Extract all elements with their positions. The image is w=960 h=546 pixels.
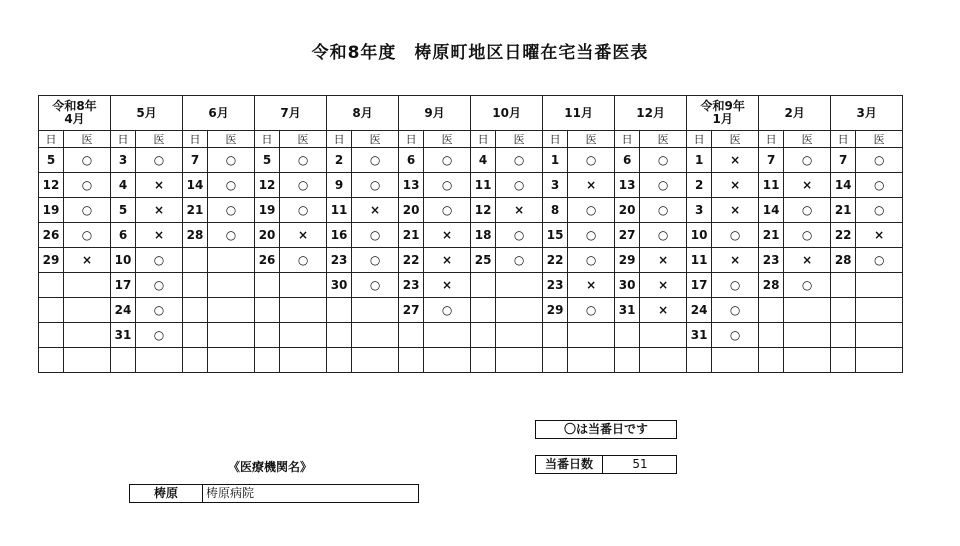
institution-name: 梼原病院 bbox=[206, 486, 255, 500]
institution-box bbox=[129, 484, 419, 503]
duty-mark-cell: ○ bbox=[280, 148, 327, 173]
duty-mark-cell bbox=[568, 323, 615, 348]
day-cell: 28 bbox=[759, 273, 784, 298]
duty-mark-cell bbox=[352, 348, 399, 373]
day-cell: 19 bbox=[39, 198, 64, 223]
duty-schedule-table bbox=[38, 95, 903, 373]
day-cell: 4 bbox=[471, 148, 496, 173]
day-cell bbox=[687, 348, 712, 373]
duty-mark-cell bbox=[784, 348, 831, 373]
duty-mark-cell bbox=[208, 298, 255, 323]
day-cell bbox=[543, 348, 568, 373]
day-cell bbox=[471, 348, 496, 373]
duty-mark-cell: ○ bbox=[136, 148, 183, 173]
duty-mark-cell: ○ bbox=[64, 198, 111, 223]
duty-mark-cell: × bbox=[136, 173, 183, 198]
day-cell: 1 bbox=[687, 148, 712, 173]
day-cell bbox=[327, 348, 352, 373]
day-column-header: 日 bbox=[759, 131, 784, 148]
month-header: 8月 bbox=[327, 96, 399, 131]
month-header: 9月 bbox=[399, 96, 471, 131]
day-cell: 5 bbox=[39, 148, 64, 173]
duty-mark-cell: ○ bbox=[568, 148, 615, 173]
duty-mark-cell bbox=[424, 323, 471, 348]
duty-mark-cell: ○ bbox=[568, 198, 615, 223]
day-cell: 18 bbox=[471, 223, 496, 248]
duty-mark-cell: ○ bbox=[856, 198, 903, 223]
month-header: 7月 bbox=[255, 96, 327, 131]
duty-mark-cell: ○ bbox=[352, 248, 399, 273]
day-cell: 5 bbox=[255, 148, 280, 173]
day-cell: 31 bbox=[615, 298, 640, 323]
day-cell: 11 bbox=[759, 173, 784, 198]
duty-mark-cell: ○ bbox=[712, 323, 759, 348]
duty-mark-cell: ○ bbox=[640, 173, 687, 198]
duty-mark-cell: ○ bbox=[64, 223, 111, 248]
duty-mark-cell: × bbox=[424, 223, 471, 248]
table-row bbox=[39, 248, 903, 273]
day-cell: 1 bbox=[543, 148, 568, 173]
day-cell: 7 bbox=[183, 148, 208, 173]
day-cell: 28 bbox=[831, 248, 856, 273]
month-header: 6月 bbox=[183, 96, 255, 131]
day-cell: 31 bbox=[687, 323, 712, 348]
duty-mark-cell: ○ bbox=[712, 298, 759, 323]
day-cell: 13 bbox=[399, 173, 424, 198]
duty-mark-cell bbox=[856, 348, 903, 373]
duty-mark-cell: × bbox=[136, 223, 183, 248]
doctor-column-header: 医 bbox=[856, 131, 903, 148]
day-cell: 15 bbox=[543, 223, 568, 248]
day-cell bbox=[831, 348, 856, 373]
day-cell bbox=[471, 323, 496, 348]
doctor-column-header: 医 bbox=[712, 131, 759, 148]
day-cell: 3 bbox=[111, 148, 136, 173]
institution-heading: 《医療機関名》 bbox=[228, 460, 313, 474]
duty-mark-cell: ○ bbox=[352, 173, 399, 198]
duty-mark-cell: ○ bbox=[712, 223, 759, 248]
duty-mark-cell bbox=[496, 323, 543, 348]
duty-mark-cell: ○ bbox=[208, 223, 255, 248]
day-cell: 23 bbox=[543, 273, 568, 298]
day-cell bbox=[471, 273, 496, 298]
day-cell: 12 bbox=[471, 198, 496, 223]
day-cell: 29 bbox=[39, 248, 64, 273]
duty-count-label: 当番日数 bbox=[536, 456, 603, 473]
day-cell: 22 bbox=[831, 223, 856, 248]
doctor-column-header: 医 bbox=[280, 131, 327, 148]
duty-mark-cell bbox=[208, 323, 255, 348]
day-cell bbox=[39, 273, 64, 298]
duty-mark-cell bbox=[568, 348, 615, 373]
duty-mark-cell bbox=[496, 348, 543, 373]
day-cell bbox=[183, 273, 208, 298]
duty-mark-cell bbox=[352, 323, 399, 348]
duty-mark-cell: × bbox=[856, 223, 903, 248]
day-cell: 30 bbox=[615, 273, 640, 298]
day-cell bbox=[255, 348, 280, 373]
day-cell bbox=[183, 248, 208, 273]
duty-mark-cell bbox=[856, 298, 903, 323]
day-cell bbox=[327, 323, 352, 348]
day-cell: 7 bbox=[759, 148, 784, 173]
day-cell: 29 bbox=[615, 248, 640, 273]
duty-mark-cell: ○ bbox=[496, 173, 543, 198]
day-column-header: 日 bbox=[399, 131, 424, 148]
doctor-column-header: 医 bbox=[208, 131, 255, 148]
duty-mark-cell: ○ bbox=[208, 148, 255, 173]
day-cell bbox=[759, 323, 784, 348]
month-header: 3月 bbox=[831, 96, 903, 131]
month-header: 令和8年 4月 bbox=[39, 96, 111, 131]
day-cell: 27 bbox=[615, 223, 640, 248]
duty-mark-cell: ○ bbox=[424, 298, 471, 323]
duty-mark-cell: ○ bbox=[640, 148, 687, 173]
duty-mark-cell: ○ bbox=[784, 273, 831, 298]
day-cell: 25 bbox=[471, 248, 496, 273]
day-cell bbox=[831, 323, 856, 348]
duty-mark-cell: ○ bbox=[856, 173, 903, 198]
day-column-header: 日 bbox=[111, 131, 136, 148]
duty-count-value: 51 bbox=[632, 457, 648, 471]
duty-mark-cell bbox=[64, 273, 111, 298]
day-cell: 6 bbox=[615, 148, 640, 173]
duty-mark-cell: ○ bbox=[424, 173, 471, 198]
day-cell: 6 bbox=[111, 223, 136, 248]
duty-mark-cell: ○ bbox=[496, 223, 543, 248]
duty-mark-cell: ○ bbox=[424, 148, 471, 173]
duty-mark-cell bbox=[496, 273, 543, 298]
day-cell: 10 bbox=[111, 248, 136, 273]
day-cell: 7 bbox=[831, 148, 856, 173]
duty-mark-cell: × bbox=[712, 148, 759, 173]
day-cell: 31 bbox=[111, 323, 136, 348]
day-cell: 3 bbox=[543, 173, 568, 198]
duty-mark-cell bbox=[712, 348, 759, 373]
month-header: 12月 bbox=[615, 96, 687, 131]
day-column-header: 日 bbox=[687, 131, 712, 148]
duty-mark-cell: ○ bbox=[64, 148, 111, 173]
day-cell bbox=[255, 298, 280, 323]
table-row bbox=[39, 298, 903, 323]
duty-mark-cell: × bbox=[712, 198, 759, 223]
doctor-column-header: 医 bbox=[640, 131, 687, 148]
day-cell: 26 bbox=[39, 223, 64, 248]
duty-mark-cell: ○ bbox=[496, 148, 543, 173]
day-cell: 16 bbox=[327, 223, 352, 248]
day-cell: 14 bbox=[759, 198, 784, 223]
duty-mark-cell: ○ bbox=[784, 198, 831, 223]
day-cell: 26 bbox=[255, 248, 280, 273]
doctor-column-header: 医 bbox=[496, 131, 543, 148]
day-cell: 21 bbox=[183, 198, 208, 223]
day-cell: 17 bbox=[111, 273, 136, 298]
duty-mark-cell: ○ bbox=[856, 148, 903, 173]
month-header: 11月 bbox=[543, 96, 615, 131]
day-cell bbox=[183, 348, 208, 373]
duty-mark-cell: × bbox=[640, 298, 687, 323]
duty-mark-cell: × bbox=[568, 173, 615, 198]
duty-mark-cell: × bbox=[784, 173, 831, 198]
doctor-column-header: 医 bbox=[352, 131, 399, 148]
duty-mark-cell bbox=[280, 273, 327, 298]
duty-mark-cell bbox=[64, 298, 111, 323]
duty-mark-cell: ○ bbox=[352, 273, 399, 298]
day-cell: 10 bbox=[687, 223, 712, 248]
day-cell: 14 bbox=[183, 173, 208, 198]
day-cell bbox=[183, 323, 208, 348]
day-cell bbox=[111, 348, 136, 373]
day-cell: 11 bbox=[471, 173, 496, 198]
duty-mark-cell: × bbox=[64, 248, 111, 273]
duty-mark-cell bbox=[64, 348, 111, 373]
duty-mark-cell: × bbox=[784, 248, 831, 273]
duty-mark-cell bbox=[640, 348, 687, 373]
duty-mark-cell: ○ bbox=[352, 148, 399, 173]
day-column-header: 日 bbox=[39, 131, 64, 148]
duty-mark-cell: ○ bbox=[136, 273, 183, 298]
day-cell bbox=[831, 298, 856, 323]
duty-mark-cell: ○ bbox=[784, 148, 831, 173]
day-cell bbox=[183, 298, 208, 323]
duty-mark-cell: × bbox=[496, 198, 543, 223]
day-cell: 14 bbox=[831, 173, 856, 198]
duty-mark-cell: ○ bbox=[352, 223, 399, 248]
day-cell: 19 bbox=[255, 198, 280, 223]
table-row bbox=[39, 273, 903, 298]
duty-mark-cell: ○ bbox=[856, 248, 903, 273]
doctor-column-header: 医 bbox=[136, 131, 183, 148]
table-row bbox=[39, 148, 903, 173]
duty-mark-cell: ○ bbox=[424, 198, 471, 223]
day-cell: 29 bbox=[543, 298, 568, 323]
day-cell bbox=[39, 348, 64, 373]
day-cell: 2 bbox=[687, 173, 712, 198]
doctor-column-header: 医 bbox=[424, 131, 471, 148]
day-column-header: 日 bbox=[255, 131, 280, 148]
day-cell: 11 bbox=[327, 198, 352, 223]
duty-mark-cell: ○ bbox=[568, 223, 615, 248]
day-cell bbox=[543, 323, 568, 348]
day-cell: 4 bbox=[111, 173, 136, 198]
day-cell: 27 bbox=[399, 298, 424, 323]
day-cell: 21 bbox=[759, 223, 784, 248]
day-cell: 12 bbox=[255, 173, 280, 198]
duty-mark-cell: ○ bbox=[784, 223, 831, 248]
day-cell bbox=[615, 323, 640, 348]
day-cell: 24 bbox=[111, 298, 136, 323]
day-cell: 23 bbox=[399, 273, 424, 298]
duty-mark-cell bbox=[280, 298, 327, 323]
duty-mark-cell: ○ bbox=[640, 223, 687, 248]
day-cell: 24 bbox=[687, 298, 712, 323]
day-cell: 5 bbox=[111, 198, 136, 223]
day-cell bbox=[399, 348, 424, 373]
day-cell: 22 bbox=[543, 248, 568, 273]
doctor-column-header: 医 bbox=[64, 131, 111, 148]
month-header: 10月 bbox=[471, 96, 543, 131]
duty-mark-cell: ○ bbox=[136, 323, 183, 348]
duty-mark-cell bbox=[856, 323, 903, 348]
table-row bbox=[39, 323, 903, 348]
day-cell bbox=[831, 273, 856, 298]
day-cell: 28 bbox=[183, 223, 208, 248]
day-column-header: 日 bbox=[543, 131, 568, 148]
duty-mark-cell: × bbox=[640, 273, 687, 298]
duty-mark-cell: ○ bbox=[280, 198, 327, 223]
day-cell: 13 bbox=[615, 173, 640, 198]
duty-count-box bbox=[535, 455, 677, 474]
duty-mark-cell: × bbox=[712, 248, 759, 273]
duty-mark-cell: ○ bbox=[208, 173, 255, 198]
duty-mark-cell: ○ bbox=[496, 248, 543, 273]
day-cell: 20 bbox=[615, 198, 640, 223]
day-cell: 2 bbox=[327, 148, 352, 173]
day-cell: 20 bbox=[255, 223, 280, 248]
duty-mark-cell: × bbox=[640, 248, 687, 273]
duty-mark-cell bbox=[640, 323, 687, 348]
table-row bbox=[39, 173, 903, 198]
page-title: 令和8年度 梼原町地区日曜在宅当番医表 bbox=[311, 43, 649, 63]
duty-mark-cell: ○ bbox=[712, 273, 759, 298]
duty-mark-cell bbox=[208, 348, 255, 373]
table-row bbox=[39, 223, 903, 248]
duty-mark-cell: ○ bbox=[568, 248, 615, 273]
day-cell bbox=[255, 323, 280, 348]
doctor-column-header: 医 bbox=[568, 131, 615, 148]
day-cell: 12 bbox=[39, 173, 64, 198]
day-cell bbox=[39, 298, 64, 323]
duty-mark-cell bbox=[424, 348, 471, 373]
day-cell bbox=[327, 298, 352, 323]
duty-mark-cell: ○ bbox=[136, 298, 183, 323]
duty-mark-cell: ○ bbox=[640, 198, 687, 223]
day-cell bbox=[255, 273, 280, 298]
duty-mark-cell bbox=[352, 298, 399, 323]
duty-mark-cell: ○ bbox=[208, 198, 255, 223]
day-column-header: 日 bbox=[471, 131, 496, 148]
duty-mark-cell bbox=[496, 298, 543, 323]
day-column-header: 日 bbox=[183, 131, 208, 148]
duty-mark-cell: ○ bbox=[280, 248, 327, 273]
duty-mark-cell: × bbox=[712, 173, 759, 198]
duty-mark-cell: ○ bbox=[280, 173, 327, 198]
day-cell: 17 bbox=[687, 273, 712, 298]
legend-box: 〇は当番日です bbox=[535, 420, 677, 439]
day-cell: 3 bbox=[687, 198, 712, 223]
duty-mark-cell: ○ bbox=[568, 298, 615, 323]
duty-mark-cell bbox=[64, 323, 111, 348]
doctor-column-header: 医 bbox=[784, 131, 831, 148]
duty-mark-cell bbox=[208, 248, 255, 273]
day-cell bbox=[39, 323, 64, 348]
day-cell: 22 bbox=[399, 248, 424, 273]
day-cell: 9 bbox=[327, 173, 352, 198]
day-cell bbox=[399, 323, 424, 348]
day-column-header: 日 bbox=[327, 131, 352, 148]
duty-mark-cell: ○ bbox=[136, 248, 183, 273]
day-cell bbox=[759, 298, 784, 323]
duty-mark-cell: × bbox=[424, 248, 471, 273]
duty-mark-cell: ○ bbox=[64, 173, 111, 198]
duty-mark-cell bbox=[784, 323, 831, 348]
duty-mark-cell: × bbox=[424, 273, 471, 298]
month-header: 5月 bbox=[111, 96, 183, 131]
day-cell: 8 bbox=[543, 198, 568, 223]
day-cell: 21 bbox=[399, 223, 424, 248]
day-cell: 20 bbox=[399, 198, 424, 223]
day-cell: 11 bbox=[687, 248, 712, 273]
day-column-header: 日 bbox=[831, 131, 856, 148]
day-cell bbox=[759, 348, 784, 373]
day-cell bbox=[615, 348, 640, 373]
day-cell: 23 bbox=[759, 248, 784, 273]
duty-mark-cell bbox=[784, 298, 831, 323]
day-cell bbox=[471, 298, 496, 323]
table-row bbox=[39, 198, 903, 223]
duty-mark-cell bbox=[208, 273, 255, 298]
table-row bbox=[39, 348, 903, 373]
institution-area: 梼原 bbox=[130, 485, 203, 502]
duty-mark-cell bbox=[280, 323, 327, 348]
day-cell: 30 bbox=[327, 273, 352, 298]
duty-mark-cell: × bbox=[136, 198, 183, 223]
day-column-header: 日 bbox=[615, 131, 640, 148]
duty-mark-cell bbox=[280, 348, 327, 373]
month-header: 令和9年 1月 bbox=[687, 96, 759, 131]
day-cell: 6 bbox=[399, 148, 424, 173]
day-cell: 23 bbox=[327, 248, 352, 273]
duty-mark-cell bbox=[856, 273, 903, 298]
duty-mark-cell: × bbox=[352, 198, 399, 223]
day-cell: 21 bbox=[831, 198, 856, 223]
duty-mark-cell: × bbox=[568, 273, 615, 298]
month-header: 2月 bbox=[759, 96, 831, 131]
duty-mark-cell: × bbox=[280, 223, 327, 248]
duty-mark-cell bbox=[136, 348, 183, 373]
